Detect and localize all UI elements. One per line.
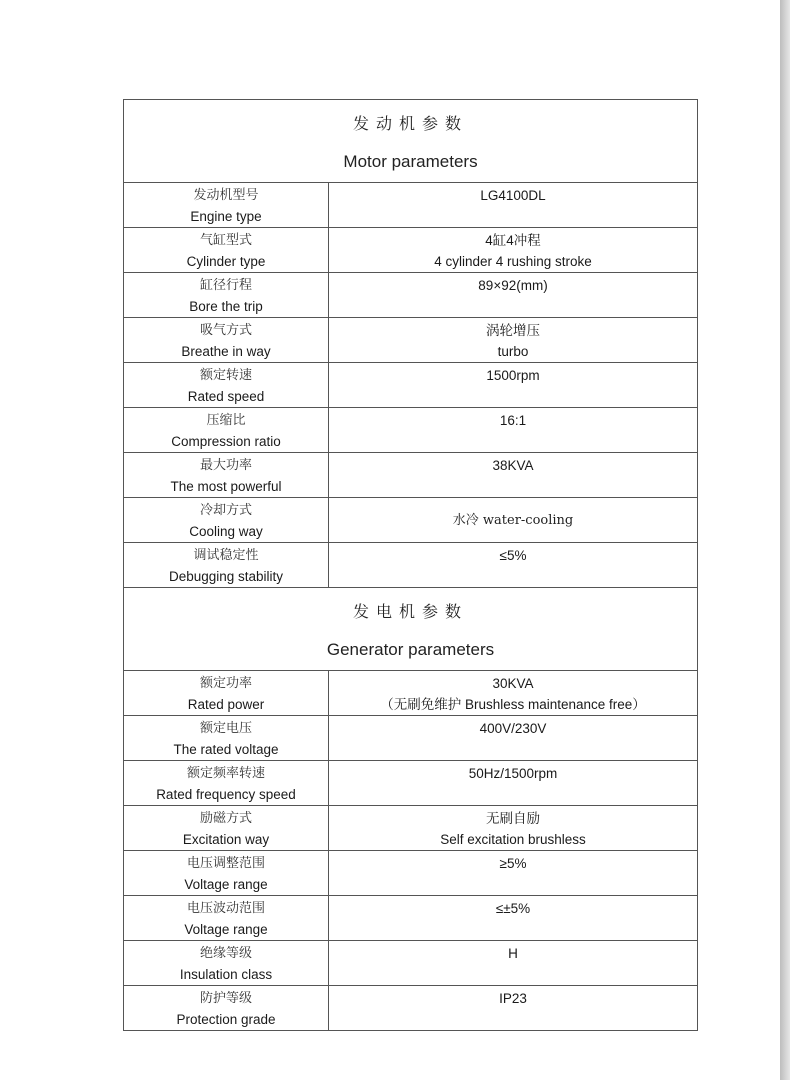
param-value-cell	[329, 228, 698, 273]
param-label-en: Insulation class	[179, 967, 273, 982]
param-label-zh: 额定频率转速	[186, 766, 265, 781]
param-label-en: Rated power	[187, 697, 265, 712]
param-value: 水冷 water-cooling	[452, 513, 574, 528]
param-label-zh: 额定转速	[199, 368, 252, 383]
param-value-cell	[329, 183, 698, 228]
param-label-cell	[124, 896, 329, 941]
param-label-cell	[124, 671, 329, 716]
param-value-secondary: turbo	[497, 344, 529, 359]
table-row	[124, 986, 698, 1031]
param-label-zh: 电压波动范围	[186, 901, 265, 916]
param-value: 38KVA	[492, 458, 534, 473]
param-label-cell	[124, 941, 329, 986]
generator-title-en: Generator parameters	[326, 639, 495, 659]
param-label-en: The rated voltage	[173, 742, 279, 757]
param-label-zh: 励磁方式	[199, 811, 252, 826]
param-label-cell	[124, 228, 329, 273]
param-label-zh: 气缸型式	[199, 233, 252, 248]
table-row	[124, 716, 698, 761]
spec-table-body	[124, 100, 698, 1031]
param-label-en: Rated frequency speed	[156, 787, 296, 802]
param-value: 30KVA	[492, 676, 534, 691]
param-label-en: The most powerful	[170, 479, 282, 494]
param-label-cell	[124, 498, 329, 543]
param-value: 涡轮增压	[486, 323, 540, 338]
table-row	[124, 408, 698, 453]
table-row	[124, 318, 698, 363]
param-value-cell	[329, 671, 698, 716]
param-value-cell	[329, 273, 698, 318]
param-value-cell	[329, 408, 698, 453]
motor-title-en: Motor parameters	[343, 151, 478, 171]
table-row	[124, 806, 698, 851]
param-label-en: Excitation way	[182, 832, 270, 847]
param-label-zh: 压缩比	[206, 413, 246, 428]
table-row	[124, 896, 698, 941]
param-label-cell	[124, 543, 329, 588]
table-row	[124, 498, 698, 543]
param-label-zh: 调试稳定性	[193, 548, 259, 563]
param-value-cell	[329, 986, 698, 1031]
param-label-en: Compression ratio	[171, 434, 281, 449]
table-row	[124, 761, 698, 806]
param-label-cell	[124, 716, 329, 761]
param-value: H	[508, 946, 518, 961]
param-label-cell	[124, 761, 329, 806]
generator-title-zh: 发电机参数	[353, 601, 469, 621]
param-label-en: Cylinder type	[186, 254, 266, 269]
param-label-zh: 额定功率	[199, 676, 252, 691]
param-value: 50Hz/1500rpm	[468, 766, 558, 781]
param-value-cell	[329, 498, 698, 543]
param-label-cell	[124, 851, 329, 896]
param-value: ≤±5%	[495, 901, 531, 916]
param-label-zh: 吸气方式	[199, 323, 252, 338]
param-label-en: Cooling way	[189, 524, 263, 539]
param-value-cell	[329, 806, 698, 851]
table-row	[124, 228, 698, 273]
param-label-cell	[124, 986, 329, 1031]
table-row	[124, 671, 698, 716]
param-value-cell	[329, 716, 698, 761]
table-row	[124, 851, 698, 896]
page-edge-shadow	[780, 0, 790, 1080]
param-label-en: Bore the trip	[189, 299, 263, 314]
param-label-en: Engine type	[190, 209, 262, 224]
param-value-cell	[329, 318, 698, 363]
param-value-cell	[329, 761, 698, 806]
param-label-en: Breathe in way	[181, 344, 271, 359]
param-label-cell	[124, 806, 329, 851]
spec-table	[123, 99, 698, 1031]
param-value: 89×92(mm)	[478, 278, 548, 293]
table-row	[124, 183, 698, 228]
param-value-cell	[329, 453, 698, 498]
param-label-cell	[124, 363, 329, 408]
param-label-en: Debugging stability	[168, 569, 284, 584]
param-value-secondary: （无刷免维护 Brushless maintenance free）	[380, 697, 646, 712]
param-value: IP23	[499, 991, 527, 1006]
param-label-cell	[124, 318, 329, 363]
table-row	[124, 941, 698, 986]
table-row	[124, 453, 698, 498]
generator-section-header	[124, 588, 698, 671]
param-label-zh: 防护等级	[199, 991, 252, 1006]
param-label-cell	[124, 273, 329, 318]
param-value-cell	[329, 543, 698, 588]
motor-section-header	[124, 100, 698, 183]
param-label-zh: 额定电压	[199, 721, 252, 736]
param-value: ≤5%	[499, 548, 527, 563]
param-value: 400V/230V	[479, 721, 547, 736]
table-row	[124, 543, 698, 588]
param-label-en: Voltage range	[184, 922, 268, 937]
param-label-cell	[124, 408, 329, 453]
param-value-secondary: Self excitation brushless	[440, 832, 586, 847]
param-value: ≥5%	[499, 856, 527, 871]
param-label-zh: 缸径行程	[199, 278, 252, 293]
motor-title-zh: 发动机参数	[353, 113, 469, 133]
param-value-cell	[329, 896, 698, 941]
param-label-zh: 绝缘等级	[199, 946, 252, 961]
param-value: 4缸4冲程	[485, 233, 541, 248]
param-value: 16:1	[499, 413, 527, 428]
param-label-zh: 最大功率	[199, 458, 252, 473]
param-label-cell	[124, 453, 329, 498]
param-value-cell	[329, 851, 698, 896]
param-label-zh: 冷却方式	[199, 503, 252, 518]
param-value: 1500rpm	[486, 368, 540, 383]
param-value-cell	[329, 941, 698, 986]
param-value-cell	[329, 363, 698, 408]
param-label-zh: 电压调整范围	[186, 856, 265, 871]
table-row	[124, 273, 698, 318]
param-label-zh: 发动机型号	[193, 188, 259, 203]
param-value: LG4100DL	[480, 188, 546, 203]
table-row	[124, 363, 698, 408]
param-label-cell	[124, 183, 329, 228]
param-label-en: Voltage range	[184, 877, 268, 892]
param-label-en: Protection grade	[176, 1012, 276, 1027]
param-value: 无刷自励	[486, 811, 540, 826]
param-value-secondary: 4 cylinder 4 rushing stroke	[434, 254, 592, 269]
param-label-en: Rated speed	[187, 389, 265, 404]
